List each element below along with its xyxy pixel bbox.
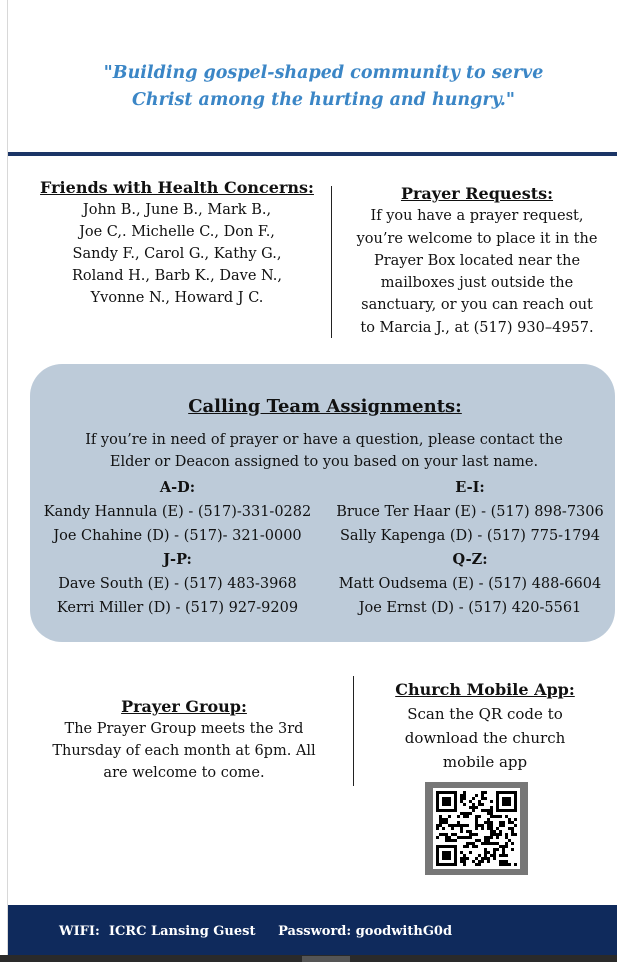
footer-bar	[8, 905, 617, 955]
prayer-requests-line: you’re welcome to place it in the	[356, 230, 598, 247]
calling-intro	[50, 429, 598, 473]
calling-column-right	[320, 476, 617, 620]
password-label: Password:	[278, 924, 352, 939]
prayer-requests	[346, 183, 608, 339]
calling-team-panel	[30, 364, 615, 642]
calling-intro-line-2: Elder or Deacon assigned to you based on your last name.	[109, 454, 539, 470]
wifi-password: goodwithG0d	[355, 924, 453, 939]
app-line: mobile app	[442, 753, 528, 771]
quote-line-1: "Building gospel-shaped community to serve	[103, 63, 544, 83]
prayer-group-line: The Prayer Group meets the 3rd	[64, 721, 304, 737]
assignment-entry: Matt Oudsema (E) - (517) 488-6604	[338, 576, 602, 592]
quote-line-2: Christ among the hurting and hungry."	[131, 90, 515, 110]
column-divider	[331, 186, 332, 338]
friends-line: Yvonne N., Howard J C.	[90, 290, 264, 306]
assignment-entry: Sally Kapenga (D) - (517) 775-1794	[339, 528, 600, 544]
mission-quote	[0, 60, 617, 114]
friends-line: Roland H., Barb K., Dave N.,	[71, 268, 283, 284]
app-line: Scan the QR code to	[407, 705, 563, 723]
prayer-requests-line: Prayer Box located near the	[373, 252, 581, 269]
friends-line: Sandy F., Carol G., Kathy G.,	[72, 246, 282, 262]
prayer-group-line: are welcome to come.	[103, 765, 265, 781]
wifi-name: ICRC Lansing Guest	[108, 924, 256, 939]
prayer-requests-heading: Prayer Requests:	[400, 184, 554, 203]
prayer-requests-line: mailboxes just outside the	[380, 275, 574, 292]
app-heading: Church Mobile App:	[395, 680, 575, 699]
page-edge	[7, 0, 8, 962]
prayer-requests-line: If you have a prayer request,	[370, 208, 584, 225]
assignment-entry: Kerri Miller (D) - (517) 927-9209	[56, 600, 299, 616]
group-label-a-d: A-D:	[159, 479, 196, 496]
assignment-entry: Joe Chahine (D) - (517)- 321-0000	[53, 528, 302, 544]
qr-code-pattern	[433, 788, 520, 869]
prayer-group-heading: Prayer Group:	[121, 697, 247, 716]
group-label-j-p: J-P:	[163, 551, 192, 568]
prayer-requests-line: sanctuary, or you can reach out	[361, 297, 593, 314]
column-divider	[353, 676, 354, 786]
prayer-requests-line: to Marcia J., at (517) 930–4957.	[360, 319, 594, 336]
wifi-info	[59, 924, 452, 939]
calling-title: Calling Team Assignments:	[188, 396, 462, 417]
prayer-group-line: Thursday of each month at 6pm. All	[52, 743, 316, 759]
calling-column-left	[30, 476, 325, 620]
group-label-e-i: E-I:	[455, 479, 485, 496]
scrollbar-thumb[interactable]	[302, 956, 350, 962]
app-line: download the church	[404, 729, 566, 747]
assignment-entry: Kandy Hannula (E) - (517)-331-0282	[43, 504, 312, 520]
assignment-entry: Dave South (E) - (517) 483-3968	[58, 576, 297, 592]
friends-health-concerns	[22, 177, 332, 309]
friends-heading: Friends with Health Concerns:	[40, 178, 314, 197]
group-label-q-z: Q-Z:	[452, 551, 488, 568]
assignment-entry: Joe Ernst (D) - (517) 420-5561	[358, 600, 582, 616]
qr-code[interactable]	[425, 782, 528, 875]
friends-line: Joe C,. Michelle C., Don F.,	[79, 224, 275, 240]
wifi-label: WIFI:	[59, 924, 100, 939]
prayer-group	[36, 696, 332, 784]
section-divider	[8, 152, 617, 156]
church-mobile-app	[365, 678, 605, 774]
calling-intro-line-1: If you’re in need of prayer or have a question, please contact the	[85, 432, 563, 448]
assignment-entry: Bruce Ter Haar (E) - (517) 898-7306	[336, 504, 604, 520]
friends-line: John B., June B., Mark B.,	[82, 202, 272, 218]
